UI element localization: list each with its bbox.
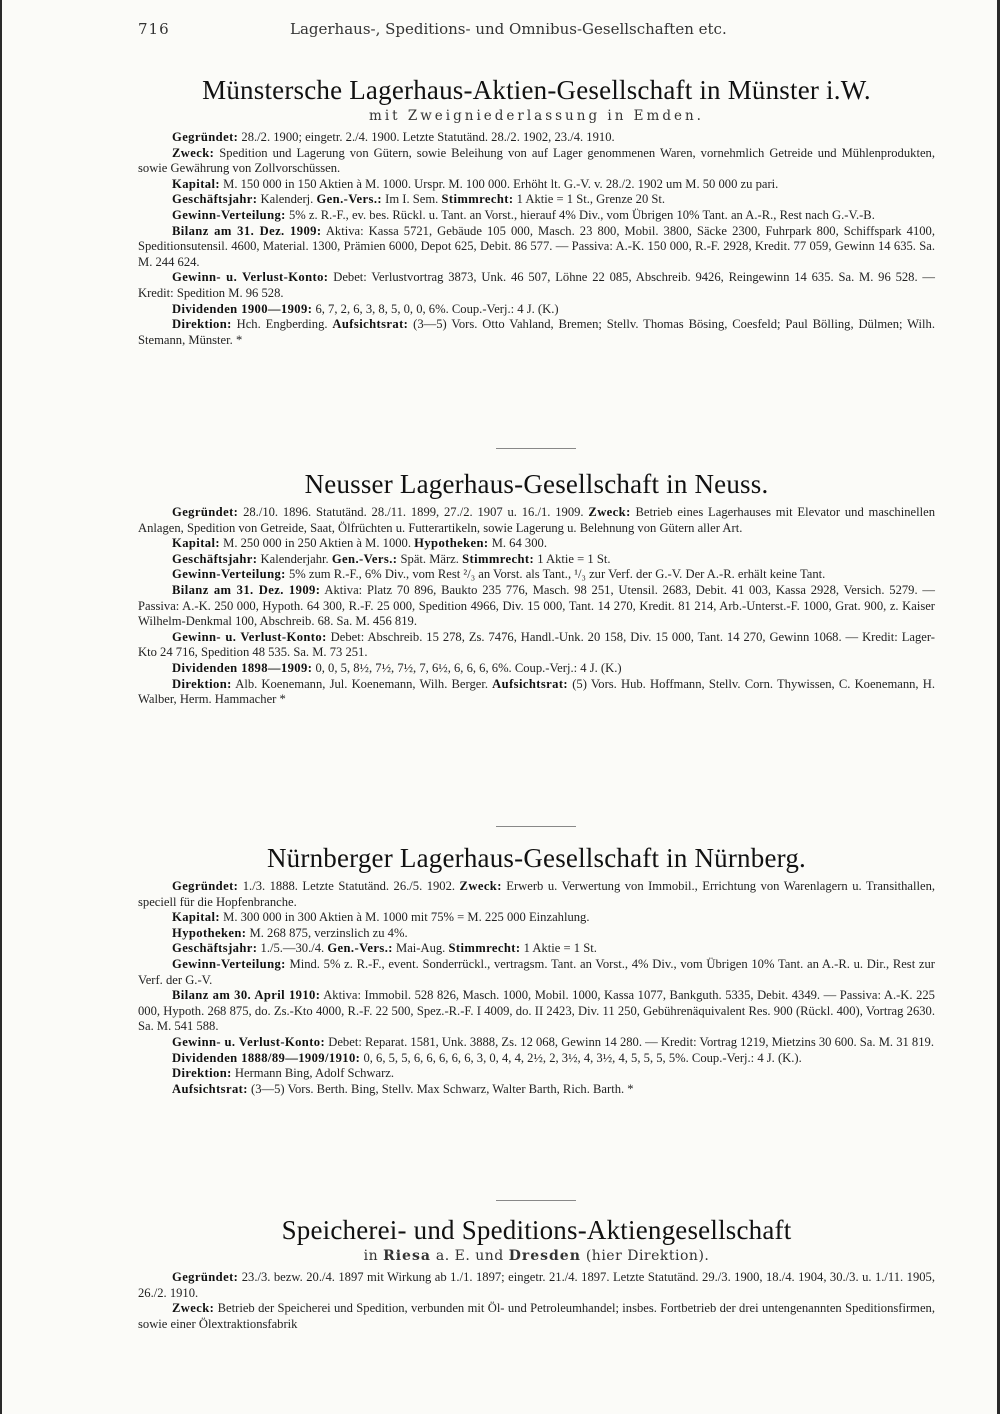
section-divider [496,448,576,449]
board-entry: Direktion: Hch. Engberding. Aufsichtsrat: (3—5) Vors. Otto Vahland, Bremen; Stellv. Thomas Bösing, Coesfeld; Paul Bölling, Dülmen; Wilh. Stemann, Münster. * [138,317,935,347]
profit-distribution-entry: Gewinn-Verteilung: 5% zum R.-F., 6% Div., vom Rest ²/₃ an Vorst. als Tant., ¹/₃ zur Verf. der G.-V. Der A.-R. erhält keine Tant. [172,567,826,582]
section-muenster [138,74,935,348]
company-body [138,879,935,1097]
page-number: 716 [138,20,170,38]
company-title: Nürnberger Lagerhaus-Gesellschaft in Nürnberg. [266,843,806,873]
running-title: Lagerhaus-, Speditions- und Omnibus-Gesellschaften etc. [290,20,727,38]
city-dresden: Dresden [508,1248,581,1264]
company-title: Neusser Lagerhaus-Gesellschaft in Neuss. [304,469,769,499]
section-divider [496,1200,576,1201]
company-body [138,505,935,708]
capital-entry: Kapital: M. 300 000 in 300 Aktien à M. 1000 mit 75% = M. 225 000 Einzahlung. [172,910,590,925]
profit-loss-entry: Gewinn- u. Verlust-Konto: Debet: Abschreib. 15 278, Zs. 7476, Handl.-Unk. 20 158, Div. 15 000, Tant. 14 270, Gewinn 1068. — Kredit: Lager-Kto 24 716, Spedition 48 535. Sa. M. 73 251. [138,629,935,660]
dividends-entry: Dividenden 1888/89—1909/1910: 0, 6, 5, 5, 6, 6, 6, 6, 6, 3, 0, 4, 4, 2½, 2, 3½, 4, 3½, 4, 5, 5, 5, 5%. Coup.-Verj.: 4 J. (K.). [172,1050,802,1065]
dividends-entry: Dividenden 1898—1909: 0, 0, 5, 8½, 7½, 7½, 7, 6½, 6, 6, 6, 6%. Coup.-Verj.: 4 J. (K.) [172,660,622,675]
company-body [138,1270,935,1332]
company-body [138,130,935,348]
section-divider [496,826,576,827]
capital-entry: Kapital: M. 250 000 in 250 Aktien à M. 1000. Hypotheken: M. 64 300. [172,536,547,551]
capital-entry: Kapital: M. 150 000 in 150 Aktien à M. 1000. Urspr. M. 100 000. Erhöht lt. G.-V. v. 28./2. 1902 um M. 50 000 zu pari. [172,176,779,191]
city-riesa: Riesa [383,1248,431,1264]
balance-entry: Bilanz am 31. Dez. 1909: Aktiva: Kassa 5721, Gebäude 105 000, Masch. 23 800, Mobil. 3800, Säcke 2300, Fuhrpark 800, Schiffspark 4100, Speditionsutensil. 4600, Material. 1300, Prämien 6000, Depot 625, Debit. 86 577. — Passiva: A.-K. 150 000, R.-F. 2928, Kredit. 77 059, Gewinn 14 635. Sa. M. 244 624. [138,223,935,269]
board-entry: Direktion: Alb. Koenemann, Jul. Koenemann, Wilh. Berger. Aufsichtsrat: (5) Vors. Hub. Hoffmann, Stellv. Corn. Thywissen, C. Koenemann, H. Walber, Herm. Hammacher * [138,676,935,707]
founded-entry: Gegründet: 28./2. 1900; eingetr. 2./4. 1900. Letzte Statutänd. 28./2. 1902, 23./4. 1910. [172,130,615,144]
company-title: Münstersche Lagerhaus-Aktien-Gesellschaft in Münster i.W. [202,75,871,105]
section-neuss [138,468,935,708]
supervisory-board-entry: Aufsichtsrat: (3—5) Vors. Berth. Bing, Stellv. Max Schwarz, Walter Barth, Rich. Barth. * [172,1081,634,1096]
profit-distribution-entry: Gewinn-Verteilung: 5% z. R.-F., ev. bes. Rückl. u. Tant. an Vorst., hierauf 4% Div., vom Übrigen 10% Tant. an A.-R., Rest nach G.-V.-B. [172,207,875,222]
company-title: Speicherei- und Speditions-Aktiengesellschaft [281,1215,792,1245]
company-subtitle: mit Zweigniederlassung in Emden. [369,108,704,124]
founded-entry: Gegründet: 28./10. 1896. Statutänd. 28./11. 1899, 27./2. 1907 u. 16./1. 1909. Zweck: Betrieb eines Lagerhauses mit Elevator und maschinellen Anlagen, Spedition von Getreide, Saat, Ölfrüchten u. Futterartikeln, sowie Lagerung u. Belehnung von Gütern aller Art. [138,505,935,535]
fiscal-year-entry: Geschäftsjahr: Kalenderjahr. Gen.-Vers.: Spät. März. Stimmrecht: 1 Aktie = 1 St. [172,551,611,566]
purpose-entry: Zweck: Betrieb der Speicherei und Spedition, verbunden mit Öl- und Petroleumhandel; insbes. Fortbetrieb der drei untengenannten Speditionsfirmen, sowie einer Ölextraktionsfabrik [138,1301,935,1331]
founded-entry: Gegründet: 1./3. 1888. Letzte Statutänd. 26./5. 1902. Zweck: Erwerb u. Verwertung von Immobil., Errichtung von Warenlagern u. Transithallen, speciell für die Hopfenbranche. [138,879,936,909]
dividends-entry: Dividenden 1900—1909: 6, 7, 2, 6, 3, 8, 5, 0, 0, 6%. Coup.-Verj.: 4 J. (K.) [172,301,559,316]
section-riesa [138,1214,935,1332]
management-entry: Direktion: Hermann Bing, Adolf Schwarz. [172,1066,395,1081]
profit-distribution-entry: Gewinn-Verteilung: Mind. 5% z. R.-F., event. Sonderrückl., vertragsm. Tant. an Vorst., 4% Div., vom Übrigen 10% Tant. an A.-R. u. Dir., Rest zur Verf. der G.-V. [138,956,935,987]
fiscal-year-entry: Geschäftsjahr: Kalenderj. Gen.-Vers.: Im I. Sem. Stimmrecht: 1 Aktie = 1 St., Grenze 20 St. [172,192,666,207]
profit-loss-entry: Gewinn- u. Verlust-Konto: Debet: Reparat. 1581, Unk. 3888, Zs. 12 068, Gewinn 14 280. — Kredit: Vortrag 1219, Mietzins 30 600. Sa. M. 31 819. [172,1034,934,1049]
profit-loss-entry: Gewinn- u. Verlust-Konto: Debet: Verlustvortrag 3873, Unk. 46 507, Löhne 22 085, Abschreib. 9426, Reingewinn 14 635. Sa. M. 96 528. — Kredit: Spedition M. 96 528. [138,270,936,300]
company-subtitle: in Riesa a. E. und Dresden (hier Direktion). [363,1248,710,1264]
mortgage-entry: Hypotheken: M. 268 875, verzinslich zu 4%. [172,925,408,940]
fiscal-year-entry: Geschäftsjahr: 1./5.—30./4. Gen.-Vers.: Mai-Aug. Stimmrecht: 1 Aktie = 1 St. [172,941,597,956]
balance-entry: Bilanz am 30. April 1910: Aktiva: Immobil. 528 826, Masch. 1000, Mobil. 1000, Kassa 1077, Bankguth. 5335, Debit. 4349. — Passiva: A.-K. 225 000, Hypoth. 268 875, do. Zs.-Kto 4000, R.-F. 22 500, Spez.-R.-F. I 4009, do. II 2423, Div. 11 250, Gebührenäquivalent Res. 900 (Rückl. 400), Vortrag 2630. Sa. M. 541 588. [138,988,935,1034]
running-header [138,20,935,50]
section-nuernberg [138,842,935,1097]
purpose-entry: Zweck: Spedition und Lagerung von Gütern, sowie Beleihung von auf Lager genommenen Waren, vornehmlich Getreide und Mühlenprodukten, sowie Gewährung von Zollvorschüssen. [138,145,935,176]
founded-entry: Gegründet: 23./3. bezw. 20./4. 1897 mit Wirkung ab 1./1. 1897; eingetr. 21./4. 1897. Letzte Statutänd. 29./3. 1900, 18./4. 1904, 30./3. u. 1./11. 1905, 26./2. 1910. [138,1270,935,1300]
balance-entry: Bilanz am 31. Dez. 1909: Aktiva: Platz 70 896, Baukto 235 776, Masch. 98 251, Utensil. 2683, Debit. 41 003, Kassa 2928, Versich. 5279. — Passiva: A.-K. 250 000, Hypoth. 64 300, R.-F. 25 000, Spedition 4966, Div. 15 000, Tant. 14 270, Kredit. 81 214, Arb.-Unterst.-F. 1000, Grat. 900, z. Kaiser Wilhelm-Denkmal 100, Abschreib. 68. Sa. M. 456 819. [138,582,935,629]
